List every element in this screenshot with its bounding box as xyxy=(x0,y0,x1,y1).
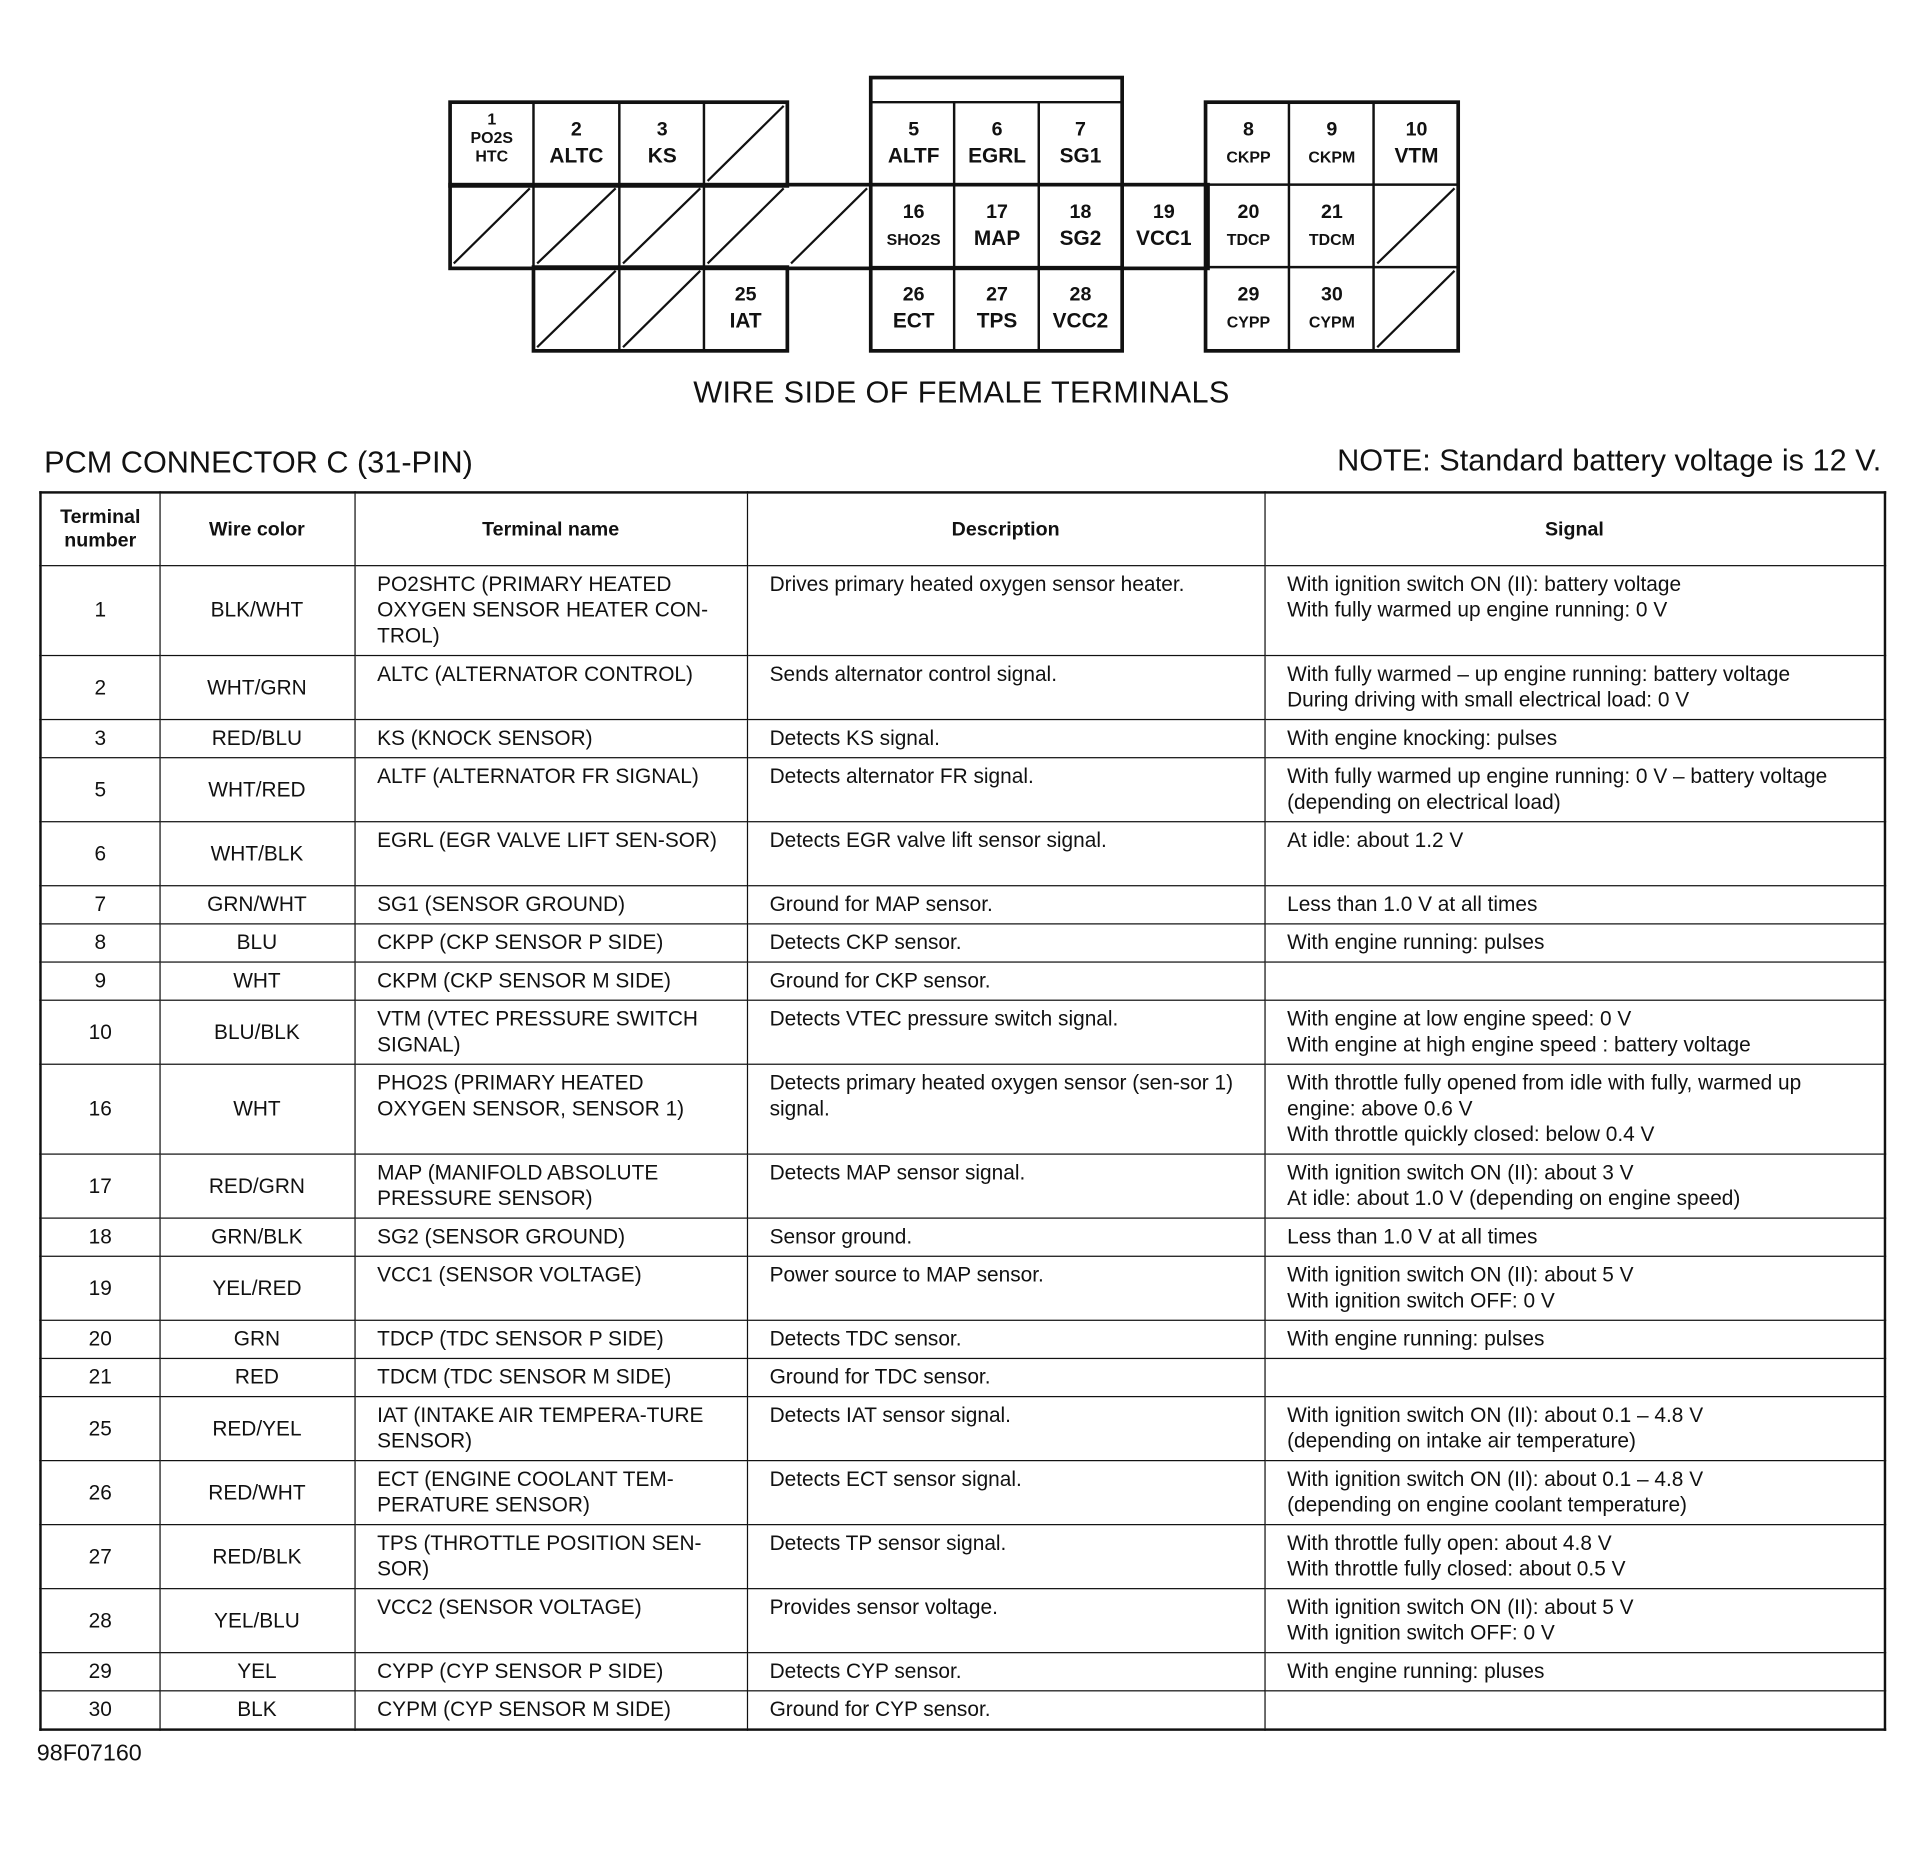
table-row xyxy=(40,656,1885,720)
cell-signal: With throttle fully open: about 4.8 V With throttle fully closed: about 0.5 V xyxy=(1264,1525,1885,1589)
cell-description: Detects EGR valve lift sensor signal. xyxy=(747,822,1265,886)
cell-wire-color: WHT/RED xyxy=(159,758,354,822)
col-header-terminal-line1: Terminal xyxy=(60,507,141,529)
pin-label: CYPP xyxy=(1226,314,1271,332)
cell-description: Sensor ground. xyxy=(747,1218,1265,1256)
cell-wire-color: BLK/WHT xyxy=(159,566,354,656)
cell-signal xyxy=(1264,1358,1885,1396)
table-header-row xyxy=(40,492,1885,565)
cell-signal: With engine knocking: pulses xyxy=(1264,720,1885,758)
figure-code: 98F07160 xyxy=(36,1740,142,1767)
pin-number: 3 xyxy=(656,118,668,141)
table-row xyxy=(40,962,1885,1000)
cell-wire-color: YEL/RED xyxy=(159,1256,354,1320)
cell-terminal-name: ALTF (ALTERNATOR FR SIGNAL) xyxy=(354,758,746,822)
cell-signal: With engine running: pulses xyxy=(1264,1320,1885,1358)
cell-terminal-name: TDCP (TDC SENSOR P SIDE) xyxy=(354,1320,746,1358)
pin-label: TDCM xyxy=(1308,231,1355,249)
cell-terminal-name: CKPM (CKP SENSOR M SIDE) xyxy=(354,962,746,1000)
table-row xyxy=(40,886,1885,924)
pin-number: 30 xyxy=(1320,283,1343,306)
cell-signal xyxy=(1264,962,1885,1000)
cell-signal: Less than 1.0 V at all times xyxy=(1264,886,1885,924)
cell-signal: With ignition switch ON (II): about 0.1 – 4.8 V (depending on intake air temperature) xyxy=(1264,1397,1885,1461)
cell-terminal-name: VCC2 (SENSOR VOLTAGE) xyxy=(354,1589,746,1653)
table-row xyxy=(40,1525,1885,1589)
table-body xyxy=(40,566,1885,1730)
cell-signal: With ignition switch ON (II): about 0.1 – 4.8 V (depending on engine coolant temperature) xyxy=(1264,1461,1885,1525)
cell-description: Ground for CYP sensor. xyxy=(747,1691,1265,1730)
cell-wire-color: YEL xyxy=(159,1653,354,1691)
cell-terminal-number: 30 xyxy=(40,1691,159,1730)
cell-wire-color: RED/BLU xyxy=(159,720,354,758)
pin-label: VCC1 xyxy=(1136,226,1192,250)
cell-terminal-name: ALTC (ALTERNATOR CONTROL) xyxy=(354,656,746,720)
cell-terminal-name: VTM (VTEC PRESSURE SWITCH SIGNAL) xyxy=(354,1000,746,1064)
cell-terminal-number: 21 xyxy=(40,1358,159,1396)
cell-description: Detects TP sensor signal. xyxy=(747,1525,1265,1589)
pin-number: 1 xyxy=(487,111,497,129)
cell-terminal-number: 28 xyxy=(40,1589,159,1653)
cell-terminal-name: TDCM (TDC SENSOR M SIDE) xyxy=(354,1358,746,1396)
cell-wire-color: RED/WHT xyxy=(159,1461,354,1525)
cell-wire-color: RED/GRN xyxy=(159,1154,354,1218)
pinout-table xyxy=(39,491,1886,1731)
cell-wire-color: RED/BLK xyxy=(159,1525,354,1589)
cell-wire-color: WHT xyxy=(159,962,354,1000)
table-row xyxy=(40,924,1885,962)
cell-description: Power source to MAP sensor. xyxy=(747,1256,1265,1320)
cell-wire-color: GRN/WHT xyxy=(159,886,354,924)
pin-label: ALTC xyxy=(549,144,604,168)
cell-wire-color: BLU/BLK xyxy=(159,1000,354,1064)
col-header-wire-color: Wire color xyxy=(159,492,354,565)
pin-number: 6 xyxy=(991,118,1003,141)
cell-signal xyxy=(1264,1691,1885,1730)
cell-terminal-number: 7 xyxy=(40,886,159,924)
cell-description: Detects TDC sensor. xyxy=(747,1320,1265,1358)
cell-terminal-name: CYPM (CYP SENSOR M SIDE) xyxy=(354,1691,746,1730)
cell-terminal-number: 3 xyxy=(40,720,159,758)
pin-number: 2 xyxy=(570,118,582,141)
cell-description: Ground for CKP sensor. xyxy=(747,962,1265,1000)
pin-label: SG1 xyxy=(1059,144,1102,168)
cell-signal: At idle: about 1.2 V xyxy=(1264,822,1885,886)
pin-label: TPS xyxy=(976,309,1018,333)
col-header-description: Description xyxy=(747,492,1265,565)
cell-signal: With fully warmed – up engine running: battery voltage During driving with small electrical load: 0 V xyxy=(1264,656,1885,720)
cell-wire-color: WHT/BLK xyxy=(159,822,354,886)
pin-label: PO2S xyxy=(470,129,514,147)
cell-terminal-name: IAT (INTAKE AIR TEMPERA-TURE SENSOR) xyxy=(354,1397,746,1461)
pin-number: 26 xyxy=(902,283,925,306)
cell-wire-color: BLK xyxy=(159,1691,354,1730)
table-row xyxy=(40,1461,1885,1525)
cell-wire-color: YEL/BLU xyxy=(159,1589,354,1653)
cell-terminal-number: 5 xyxy=(40,758,159,822)
table-row xyxy=(40,1000,1885,1064)
cell-description: Detects ECT sensor signal. xyxy=(747,1461,1265,1525)
cell-terminal-number: 20 xyxy=(40,1320,159,1358)
cell-description: Sends alternator control signal. xyxy=(747,656,1265,720)
cell-terminal-name: CKPP (CKP SENSOR P SIDE) xyxy=(354,924,746,962)
pin-label: EGRL xyxy=(968,144,1027,168)
cell-terminal-number: 29 xyxy=(40,1653,159,1691)
table-row xyxy=(40,1154,1885,1218)
cell-terminal-name: CYPP (CYP SENSOR P SIDE) xyxy=(354,1653,746,1691)
cell-terminal-name: PHO2S (PRIMARY HEATED OXYGEN SENSOR, SENSOR 1) xyxy=(354,1064,746,1154)
cell-wire-color: RED/YEL xyxy=(159,1397,354,1461)
pin-number: 9 xyxy=(1326,118,1338,141)
cell-description: Detects KS signal. xyxy=(747,720,1265,758)
pin-number: 21 xyxy=(1320,200,1343,223)
pin-number: 5 xyxy=(908,118,920,141)
pin-label: CYPM xyxy=(1308,314,1355,332)
pin-label: SG2 xyxy=(1059,226,1102,250)
pin-label: HTC xyxy=(475,148,509,166)
cell-signal: With engine at low engine speed: 0 V With engine at high engine speed : battery voltage xyxy=(1264,1000,1885,1064)
diagram-caption: WIRE SIDE OF FEMALE TERMINALS xyxy=(693,375,1230,410)
cell-terminal-name: ECT (ENGINE COOLANT TEM-PERATURE SENSOR) xyxy=(354,1461,746,1525)
col-header-terminal-number xyxy=(40,492,159,565)
pin-number: 19 xyxy=(1152,200,1175,223)
table-row xyxy=(40,1397,1885,1461)
cell-description: Ground for MAP sensor. xyxy=(747,886,1265,924)
cell-terminal-number: 17 xyxy=(40,1154,159,1218)
cell-description: Provides sensor voltage. xyxy=(747,1589,1265,1653)
cell-terminal-name: SG2 (SENSOR GROUND) xyxy=(354,1218,746,1256)
pin-number: 7 xyxy=(1075,118,1086,141)
cell-signal: With ignition switch ON (II): about 3 V At idle: about 1.0 V (depending on engine speed) xyxy=(1264,1154,1885,1218)
cell-signal: With engine running: pulses xyxy=(1264,924,1885,962)
cell-wire-color: BLU xyxy=(159,924,354,962)
cell-wire-color: WHT xyxy=(159,1064,354,1154)
pin-label: ALTF xyxy=(887,144,940,168)
cell-terminal-number: 26 xyxy=(40,1461,159,1525)
cell-terminal-number: 8 xyxy=(40,924,159,962)
pin-label: TDCP xyxy=(1226,231,1271,249)
cell-description: Ground for TDC sensor. xyxy=(747,1358,1265,1396)
table-row xyxy=(40,1691,1885,1730)
pin-label: VCC2 xyxy=(1052,309,1109,333)
table-row xyxy=(40,1358,1885,1396)
pin-number: 17 xyxy=(986,200,1008,223)
table-row xyxy=(40,822,1885,886)
table-row xyxy=(40,758,1885,822)
cell-terminal-number: 18 xyxy=(40,1218,159,1256)
pin-number: 10 xyxy=(1405,118,1428,141)
cell-terminal-number: 10 xyxy=(40,1000,159,1064)
pin-number: 16 xyxy=(902,200,925,223)
table-row xyxy=(40,566,1885,656)
cell-description: Drives primary heated oxygen sensor heater. xyxy=(747,566,1265,656)
cell-signal: With throttle fully opened from idle with fully, warmed up engine: above 0.6 V With throttle quickly closed: below 0.4 V xyxy=(1264,1064,1885,1154)
pin-label: CKPP xyxy=(1226,149,1271,167)
cell-terminal-number: 19 xyxy=(40,1256,159,1320)
col-header-signal: Signal xyxy=(1264,492,1885,565)
pin-label: CKPM xyxy=(1308,149,1356,167)
cell-terminal-number: 2 xyxy=(40,656,159,720)
cell-terminal-name: PO2SHTC (PRIMARY HEATED OXYGEN SENSOR HEATER CON-TROL) xyxy=(354,566,746,656)
cell-wire-color: RED xyxy=(159,1358,354,1396)
table-row xyxy=(40,1320,1885,1358)
cell-wire-color: GRN/BLK xyxy=(159,1218,354,1256)
table-row xyxy=(40,1589,1885,1653)
pin-number: 8 xyxy=(1243,118,1254,141)
cell-description: Detects CYP sensor. xyxy=(747,1653,1265,1691)
col-header-terminal-line2: number xyxy=(64,530,137,552)
cell-description: Detects MAP sensor signal. xyxy=(747,1154,1265,1218)
cell-terminal-number: 1 xyxy=(40,566,159,656)
cell-terminal-number: 27 xyxy=(40,1525,159,1589)
cell-wire-color: GRN xyxy=(159,1320,354,1358)
cell-signal: With ignition switch ON (II): about 5 V With ignition switch OFF: 0 V xyxy=(1264,1589,1885,1653)
pin-label: VTM xyxy=(1394,144,1439,168)
cell-terminal-number: 25 xyxy=(40,1397,159,1461)
pin-label: ECT xyxy=(892,309,935,333)
pin-label: IAT xyxy=(729,309,762,333)
cell-terminal-name: SG1 (SENSOR GROUND) xyxy=(354,886,746,924)
pin-label: KS xyxy=(647,144,677,168)
cell-wire-color: WHT/GRN xyxy=(159,656,354,720)
cell-signal: With ignition switch ON (II): battery voltage With fully warmed up engine running: 0 V xyxy=(1264,566,1885,656)
pin-number: 28 xyxy=(1069,283,1092,306)
cell-signal: Less than 1.0 V at all times xyxy=(1264,1218,1885,1256)
table-row xyxy=(40,1653,1885,1691)
cell-description: Detects VTEC pressure switch signal. xyxy=(747,1000,1265,1064)
voltage-note: NOTE: Standard battery voltage is 12 V. xyxy=(1337,443,1882,478)
cell-terminal-name: TPS (THROTTLE POSITION SEN-SOR) xyxy=(354,1525,746,1589)
cell-terminal-name: MAP (MANIFOLD ABSOLUTE PRESSURE SENSOR) xyxy=(354,1154,746,1218)
table-row xyxy=(40,1064,1885,1154)
page-title: PCM CONNECTOR C (31-PIN) xyxy=(44,445,473,481)
cell-terminal-name: VCC1 (SENSOR VOLTAGE) xyxy=(354,1256,746,1320)
cell-terminal-number: 9 xyxy=(40,962,159,1000)
cell-terminal-name: KS (KNOCK SENSOR) xyxy=(354,720,746,758)
cell-description: Detects IAT sensor signal. xyxy=(747,1397,1265,1461)
pin-number: 25 xyxy=(734,283,757,306)
table-row xyxy=(40,720,1885,758)
table-row xyxy=(40,1256,1885,1320)
pin-number: 29 xyxy=(1237,283,1260,306)
cell-signal: With engine running: pluses xyxy=(1264,1653,1885,1691)
cell-signal: With fully warmed up engine running: 0 V – battery voltage (depending on electrical load) xyxy=(1264,758,1885,822)
cell-terminal-number: 6 xyxy=(40,822,159,886)
pin-label: MAP xyxy=(973,226,1021,250)
cell-terminal-name: EGRL (EGR VALVE LIFT SEN-SOR) xyxy=(354,822,746,886)
cell-description: Detects CKP sensor. xyxy=(747,924,1265,962)
cell-description: Detects alternator FR signal. xyxy=(747,758,1265,822)
pin-number: 27 xyxy=(986,283,1008,306)
pin-label: SHO2S xyxy=(886,231,941,249)
cell-description: Detects primary heated oxygen sensor (sen-sor 1) signal. xyxy=(747,1064,1265,1154)
connector-diagram xyxy=(0,0,1923,369)
col-header-terminal-name: Terminal name xyxy=(354,492,746,565)
cell-signal: With ignition switch ON (II): about 5 V With ignition switch OFF: 0 V xyxy=(1264,1256,1885,1320)
pin-number: 18 xyxy=(1069,200,1092,223)
cell-terminal-number: 16 xyxy=(40,1064,159,1154)
pin-number: 20 xyxy=(1237,200,1260,223)
table-row xyxy=(40,1218,1885,1256)
